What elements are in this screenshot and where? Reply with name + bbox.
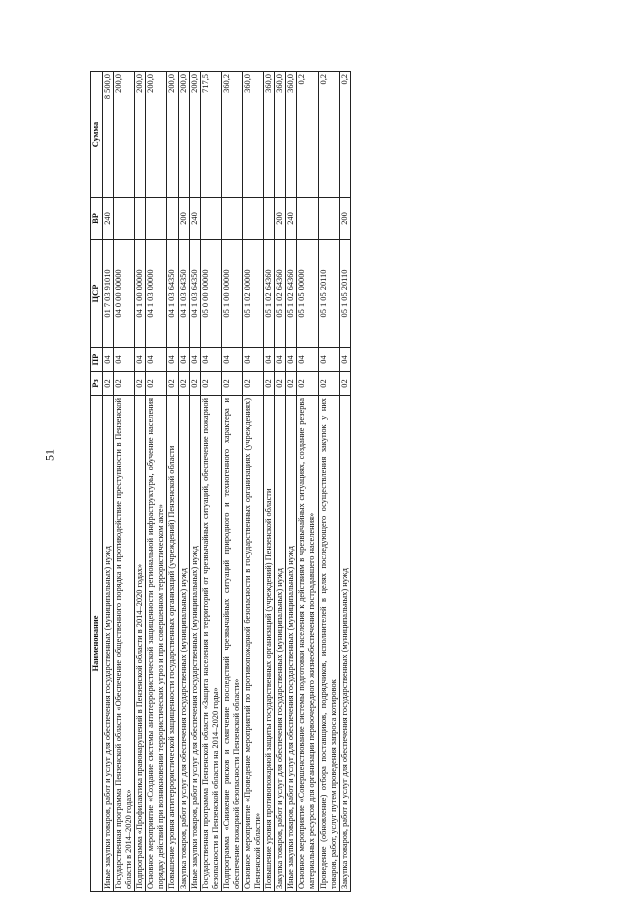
cell-sum: 0,2 — [297, 72, 318, 198]
cell-vr — [243, 198, 264, 240]
cell-name: Закупка товаров, работ и услуг для обеспечения государственных (муниципальных) нужд — [275, 396, 286, 892]
cell-name: Иные закупки товаров, работ и услуг для обеспечения государственных (муниципальных) нужд — [286, 396, 297, 892]
header-vr: ВР — [91, 198, 103, 240]
cell-vr: 240 — [189, 198, 200, 240]
cell-csr: 05 0 00 00000 — [200, 240, 221, 348]
cell-vr — [318, 198, 339, 240]
table-row — [286, 72, 297, 892]
cell-rz: 02 — [243, 372, 264, 396]
cell-rz: 02 — [275, 372, 286, 396]
cell-rz: 02 — [135, 372, 146, 396]
cell-vr: 200 — [339, 198, 350, 240]
cell-rz: 02 — [114, 372, 135, 396]
cell-pr: 04 — [243, 348, 264, 372]
cell-csr: 05 1 02 64360 — [286, 240, 297, 348]
cell-vr — [114, 198, 135, 240]
table-body — [103, 72, 351, 892]
cell-csr: 04 1 03 64350 — [189, 240, 200, 348]
table-row — [103, 72, 114, 892]
cell-vr — [167, 198, 178, 240]
cell-sum: 717,5 — [200, 72, 221, 198]
cell-sum: 200,0 — [135, 72, 146, 198]
cell-pr: 04 — [264, 348, 275, 372]
table-row — [167, 72, 178, 892]
cell-rz: 02 — [200, 372, 221, 396]
table-row — [243, 72, 264, 892]
page-number: 51 — [42, 449, 57, 461]
cell-sum: 0,2 — [339, 72, 350, 198]
cell-sum: 0,2 — [318, 72, 339, 198]
table-row — [135, 72, 146, 892]
cell-name: Проведение (обновление) отбора поставщиков, подрядчиков, исполнителей в целях последующего осуществления закупок у них товаров, работ, услуг путем проведения запроса котировок — [318, 396, 339, 892]
cell-sum: 200,0 — [114, 72, 135, 198]
header-pr: ПР — [91, 348, 103, 372]
table-row — [275, 72, 286, 892]
cell-vr: 200 — [178, 198, 189, 240]
cell-sum: 360,0 — [286, 72, 297, 198]
cell-sum: 360,0 — [264, 72, 275, 198]
cell-vr: 200 — [275, 198, 286, 240]
cell-name: Подпрограмма «Профилактика правонарушений в Пензенской области в 2014–2020 годах» — [135, 396, 146, 892]
cell-pr: 04 — [339, 348, 350, 372]
table-row — [146, 72, 167, 892]
cell-name: Повышение уровня противопожарной защиты государственных организаций (учреждений) Пензенской области — [264, 396, 275, 892]
cell-pr: 04 — [178, 348, 189, 372]
cell-sum: 200,0 — [146, 72, 167, 198]
cell-rz: 02 — [339, 372, 350, 396]
cell-pr: 04 — [275, 348, 286, 372]
cell-pr: 04 — [286, 348, 297, 372]
cell-pr: 04 — [189, 348, 200, 372]
cell-csr: 04 1 03 64350 — [167, 240, 178, 348]
header-sum: Сумма — [91, 72, 103, 198]
cell-vr: 240 — [103, 198, 114, 240]
cell-sum: 200,0 — [189, 72, 200, 198]
cell-sum: 8 500,0 — [103, 72, 114, 198]
header-name: Наименование — [91, 396, 103, 892]
table-row — [339, 72, 350, 892]
cell-pr: 04 — [318, 348, 339, 372]
table-row — [178, 72, 189, 892]
budget-table — [90, 71, 351, 892]
cell-csr: 05 1 05 20110 — [339, 240, 350, 348]
cell-pr: 04 — [167, 348, 178, 372]
cell-vr — [146, 198, 167, 240]
cell-name: Основное мероприятие «Создание системы антитеррористической защищенности региональной инфраструктуры, обучение населения порядку действий при возникновении террористических угроз и при совершенном террористическом акте» — [146, 396, 167, 892]
cell-name: Государственная программа Пензенской области «Обеспечение общественного порядка и противодействие преступности в Пензенской области в 2014–2020 годах» — [114, 396, 135, 892]
table-row — [297, 72, 318, 892]
cell-vr — [135, 198, 146, 240]
cell-name: Закупка товаров, работ и услуг для обеспечения государственных (муниципальных) нужд — [178, 396, 189, 892]
cell-csr: 05 1 00 00000 — [221, 240, 242, 348]
cell-rz: 02 — [178, 372, 189, 396]
cell-csr: 04 1 03 64350 — [178, 240, 189, 348]
cell-vr — [297, 198, 318, 240]
cell-rz: 02 — [103, 372, 114, 396]
cell-pr: 04 — [103, 348, 114, 372]
cell-pr: 04 — [200, 348, 221, 372]
table-row — [318, 72, 339, 892]
cell-csr: 04 0 00 00000 — [114, 240, 135, 348]
cell-vr — [264, 198, 275, 240]
cell-csr: 05 1 05 20110 — [318, 240, 339, 348]
cell-csr: 05 1 02 64360 — [275, 240, 286, 348]
cell-rz: 02 — [146, 372, 167, 396]
cell-sum: 360,0 — [243, 72, 264, 198]
table-row — [189, 72, 200, 892]
cell-name: Повышение уровня антитеррористической защищенности государственных организаций (учреждений) Пензенской области — [167, 396, 178, 892]
table-row — [264, 72, 275, 892]
table-row — [200, 72, 221, 892]
cell-rz: 02 — [286, 372, 297, 396]
cell-name: Закупка товаров, работ и услуг для обеспечения государственных (муниципальных) нужд — [339, 396, 350, 892]
table-row — [114, 72, 135, 892]
cell-name: Подпрограмма «Снижение рисков и смягчение последствий чрезвычайных ситуаций природного и техногенного характера и обеспечение пожарной безопасности Пензенской области» — [221, 396, 242, 892]
cell-sum: 200,0 — [178, 72, 189, 198]
cell-name: Государственная программа Пензенской области «Защита населения и территорий от чрезвычайных ситуаций, обеспечение пожарной безопасности в Пензенской области на 2014–2020 годы» — [200, 396, 221, 892]
cell-vr — [200, 198, 221, 240]
cell-pr: 04 — [297, 348, 318, 372]
cell-csr: 05 1 02 00000 — [243, 240, 264, 348]
cell-rz: 02 — [189, 372, 200, 396]
cell-vr — [221, 198, 242, 240]
cell-vr: 240 — [286, 198, 297, 240]
table-header-row — [91, 72, 103, 892]
cell-pr: 04 — [114, 348, 135, 372]
table-row — [221, 72, 242, 892]
header-rz: Рз — [91, 372, 103, 396]
cell-pr: 04 — [221, 348, 242, 372]
cell-rz: 02 — [264, 372, 275, 396]
budget-sheet — [90, 72, 570, 892]
cell-csr: 05 1 02 64360 — [264, 240, 275, 348]
cell-sum: 200,0 — [167, 72, 178, 198]
cell-csr: 04 1 00 00000 — [135, 240, 146, 348]
cell-rz: 02 — [297, 372, 318, 396]
cell-pr: 04 — [135, 348, 146, 372]
cell-rz: 02 — [318, 372, 339, 396]
cell-rz: 02 — [221, 372, 242, 396]
cell-pr: 04 — [146, 348, 167, 372]
cell-name: Иные закупки товаров, работ и услуг для обеспечения государственных (муниципальных) нужд — [189, 396, 200, 892]
cell-name: Основное мероприятие «Совершенствование системы подготовки населения к действиям в чрезвычайных ситуациях, создание резерва материальных ресурсов для организации первоочередного жизнеобеспечения пострадавшего населения» — [297, 396, 318, 892]
cell-csr: 01 7 03 91010 — [103, 240, 114, 348]
cell-name: Основное мероприятие «Проведение мероприятий по противопожарной безопасности в государственных организациях (учреждениях) Пензенской области» — [243, 396, 264, 892]
header-csr: ЦСР — [91, 240, 103, 348]
cell-csr: 05 1 05 00000 — [297, 240, 318, 348]
cell-rz: 02 — [167, 372, 178, 396]
cell-name: Иные закупки товаров, работ и услуг для обеспечения государственных (муниципальных) нужд — [103, 396, 114, 892]
cell-csr: 04 1 03 00000 — [146, 240, 167, 348]
cell-sum: 360,0 — [275, 72, 286, 198]
cell-sum: 360,2 — [221, 72, 242, 198]
